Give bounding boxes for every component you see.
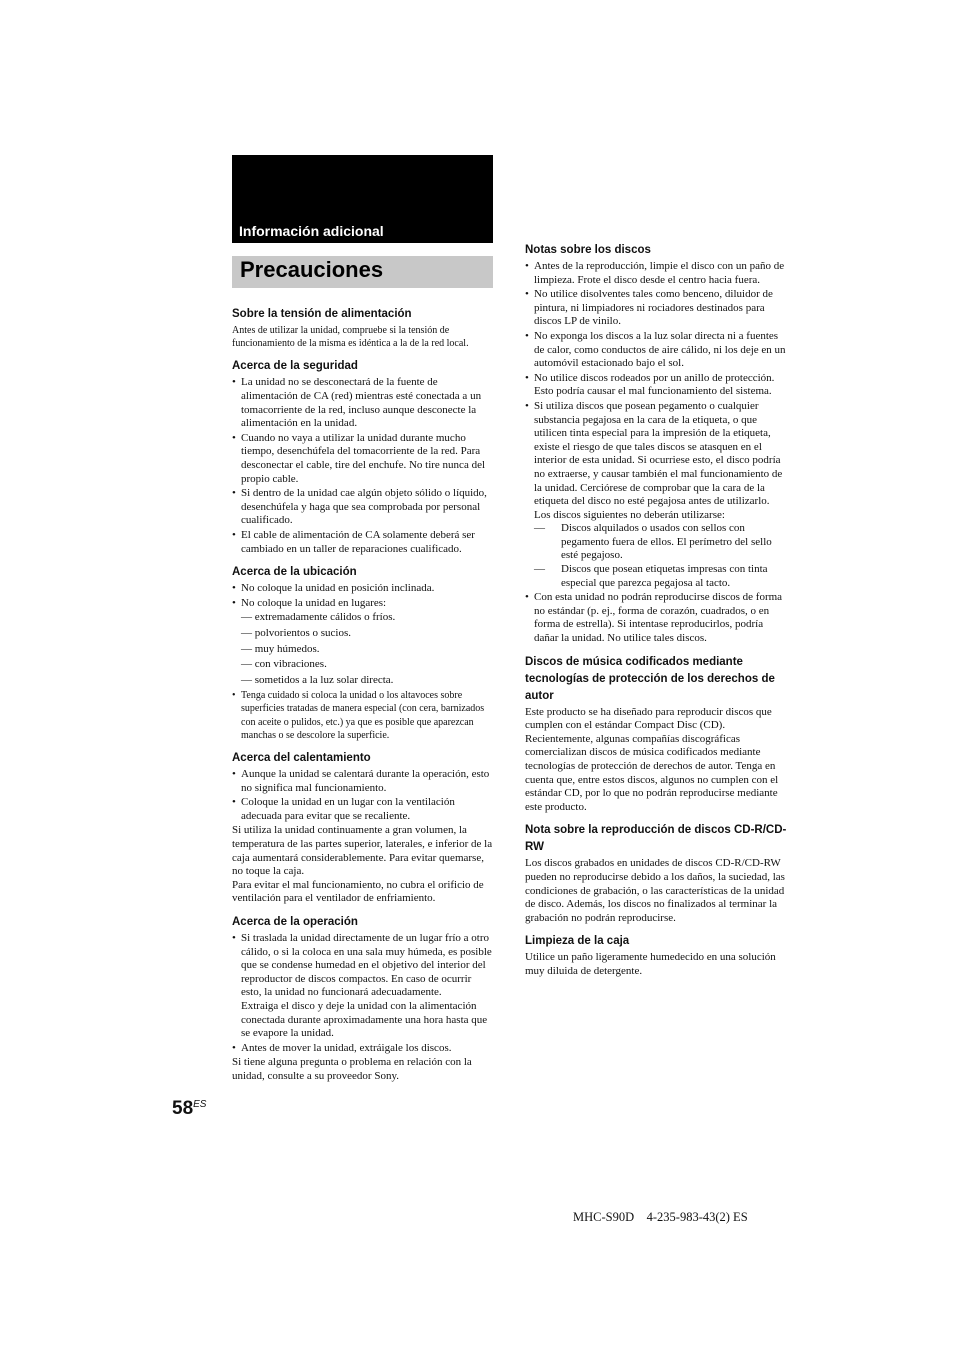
list-item: • No utilice disolventes tales como benceno, diluidor de pintura, ni limpiadores ni rociadores destinados para discos LP de vinilo. [525, 288, 787, 329]
left-column [232, 306, 494, 1092]
dash-text: Discos que posean etiquetas impresas con tinta especial que parezca pegajosa al tacto. [561, 563, 768, 589]
page-suffix: ES [193, 1099, 207, 1110]
dash-item [534, 522, 787, 563]
section-power [232, 306, 494, 350]
dash-item: — muy húmedos. [241, 642, 320, 655]
dash-item: — con vibraciones. [241, 658, 327, 671]
heading-power: Sobre la tensión de alimentación [232, 308, 412, 320]
list-item: • Antes de mover la unidad, extráigale los discos. [232, 1042, 494, 1056]
list-item: • Antes de la reproducción, limpie el disco con un paño de limpieza. Frote el disco desde el centro hacia fuera. [525, 260, 787, 287]
cleaning-text: Utilice un paño ligeramente humedecido en una solución muy diluida de detergente. [525, 951, 776, 977]
page-number [172, 1098, 206, 1120]
dash-mark: — [534, 563, 545, 576]
section-discs [525, 242, 787, 646]
dash-text: Discos alquilados o usados con sellos con pegamento fuera de ellos. El perímetro del sello esté pegajoso. [561, 522, 772, 562]
heading-safety: Acerca de la seguridad [232, 360, 358, 373]
cdr-text: Los discos grabados en unidades de discos CD-R/CD-RW pueden no reproducirse debido a los daños, la suciedad, las condiciones de grabación, o las características de la unidad de disco. Además, los discos no finalizados al terminar la grabación no podrán reproducirse. [525, 857, 785, 924]
list-item: • El cable de alimentación de CA solamente deberá ser cambiado en un taller de reparaciones cualificado. [232, 529, 494, 556]
heading-heating: Acerca del calentamiento [232, 752, 371, 765]
list-item: • No coloque la unidad en posición inclinada. [232, 582, 494, 596]
footer-code: MHC-S90D 4-235-983-43(2) ES [573, 1210, 748, 1224]
section-label: Información adicional [239, 223, 384, 239]
heading-discs: Notas sobre los discos [525, 244, 651, 256]
heading-operation: Acerca de la operación [232, 916, 358, 929]
right-column [525, 242, 787, 987]
heating-paragraph: Si utiliza la unidad continuamente a gran volumen, la temperatura de las partes superior, laterales, e inferior de la caja aumentará considerablemente. Para evitar quemarse, no toque la caja. [232, 824, 493, 878]
heading-cdr: Nota sobre la reproducción de discos CD-R/CD-RW [525, 824, 787, 854]
section-operation [232, 914, 494, 1084]
power-text: Antes de utilizar la unidad, compruebe si la tensión de funcionamiento de la misma es idéntica a la de la red local. [232, 325, 469, 350]
discs-list [525, 260, 787, 646]
list-item: • No utilice discos rodeados por un anillo de protección. Esto podría causar el mal funcionamiento del sistema. [525, 372, 787, 399]
dash-item [534, 563, 787, 590]
section-cdr [525, 822, 787, 925]
page-title: Precauciones [240, 257, 384, 282]
dash-item: — polvorientos o sucios. [241, 626, 351, 639]
operation-paragraph: Si tiene alguna pregunta o problema en relación con la unidad, consulte a su proveedor Sony. [232, 1056, 472, 1082]
page-number-value: 58 [172, 1098, 194, 1119]
list-item: • Si dentro de la unidad cae algún objeto sólido o líquido, desenchúfela y haga que sea comprobada por personal cualificado. [232, 487, 494, 528]
section-location [232, 564, 494, 742]
safety-list [232, 376, 494, 556]
list-item: • Aunque la unidad se calentará durante la operación, esto no significa mal funcionamiento. [232, 768, 494, 795]
section-safety [232, 358, 494, 556]
dash-item: — extremadamente cálidos o fríos. [241, 611, 396, 624]
heading-location: Acerca de la ubicación [232, 566, 357, 579]
dash-mark: — [534, 522, 545, 535]
list-item: • La unidad no se desconectará de la fuente de alimentación de CA (red) mientras esté conectada a un tomacorriente de la red, incluso aunque desconecte la alimentación en la unidad. [232, 376, 494, 430]
section-cleaning [525, 933, 787, 978]
list-item: • Cuando no vaya a utilizar la unidad durante mucho tiempo, desenchúfela del tomacorriente de la red. Para desconectar el cable, tire del enchufe. No tire nunca del propio cable. [232, 432, 494, 486]
list-item: • Si traslada la unidad directamente de un lugar frío a otro cálido, o si la coloca en una sala muy húmeda, es posible que se condense humedad en el objetivo del interior del reproductor de discos compactos. En caso de ocurrir esto, la unidad no funcionará adecuadamente. [232, 932, 494, 1000]
list-item-continuation: Los discos siguientes no deberán utilizarse: [534, 508, 725, 521]
list-item: • No coloque la unidad en lugares: [232, 597, 494, 611]
heading-cleaning: Limpieza de la caja [525, 935, 630, 948]
heating-list [232, 768, 494, 823]
section-heating [232, 750, 494, 906]
location-list [232, 582, 494, 742]
copyright-text: Este producto se ha diseñado para reproducir discos que cumplen con el estándar Compact Disc (CD). Recientemente, algunas compañías discográficas comercializan discos de música codificados mediante tecnologías de protección de derechos de autor. Tenga en cuenta que, entre estos discos, algunos no cumplen con el estándar CD, por lo que no podrán reproducirse mediante este producto. [525, 705, 779, 813]
list-item: • Coloque la unidad en un lugar con la ventilación adecuada para evitar que se recaliente. [232, 796, 494, 823]
dash-item: — sometidos a la luz solar directa. [241, 673, 394, 686]
operation-list [232, 932, 494, 1055]
section-copyright-discs [525, 654, 787, 815]
list-item-continuation: Extraiga el disco y deje la unidad con la alimentación conectada durante aproximadamente una hora hasta que se evapore la unidad. [241, 1000, 488, 1040]
title-bar [232, 256, 493, 288]
heating-paragraph: Para evitar el mal funcionamiento, no cubra el orificio de ventilación para el ventilador de enfriamiento. [232, 878, 484, 905]
list-item: • Si utiliza discos que posean pegamento o cualquier substancia pegajosa en la cara de la etiqueta, o que utilicen tinta especial para la impresión de la etiqueta, existe el riesgo de que tales discos se atasquen en el interior de esta unidad. Si ocurriese esto, el disco podría no extraerse, y causar también el mal funcionamiento de la unidad. Cerciórese de comprobar que la cara de la etiqueta del disco no esté pegajosa antes de utilizarlo. [525, 400, 787, 509]
section-banner [232, 155, 493, 243]
list-item: • Tenga cuidado si coloca la unidad o los altavoces sobre superficies tratadas de manera especial (con cera, barnizados con aceite o pulidos, etc.) ya que es posible que aparezcan manchas o se descolore la superficie. [232, 689, 494, 742]
list-item: • No exponga los discos a la luz solar directa ni a fuentes de calor, como conductos de aire cálido, ni los deje en un automóvil estacionado bajo el sol. [525, 330, 787, 371]
heading-copyright-discs: Discos de música codificados mediante tecnologías de protección de los derechos de autor [525, 655, 775, 702]
list-item: • Con esta unidad no podrán reproducirse discos de forma no estándar (p. ej., forma de corazón, cuadrados, o en forma de estrella). Si intentase reproducirlos, podría dañar la unidad. No utilice tales discos. [525, 591, 787, 645]
